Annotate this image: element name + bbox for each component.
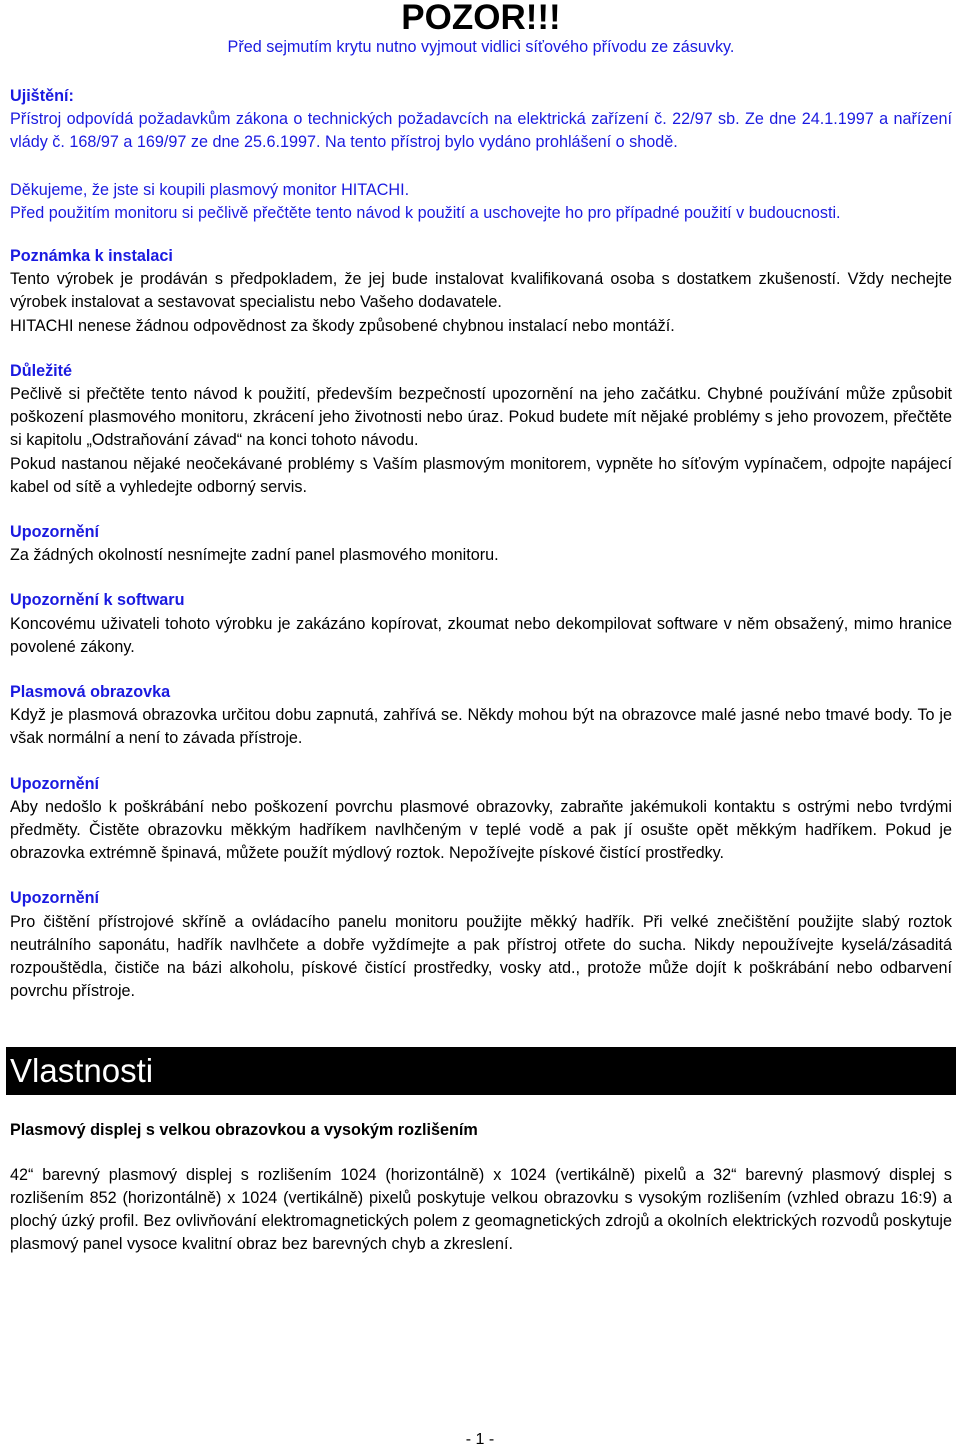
section-paragraph: Za žádných okolností nesnímejte zadní panel plasmového monitoru. [10,546,499,565]
usage-advice: Před použitím monitoru si pečlivě přečtěte tento návod k použití a uschovejte ho pro případné použití v budoucnosti. [10,203,841,222]
section-heading: Upozornění [10,889,100,908]
section-screen-cleaning [10,773,952,866]
section-paragraph: Koncovému uživateli tohoto výrobku je zakázáno kopírovat, zkoumat nebo dekompilovat software v něm obsažený, mimo hranice povolené zákony. [10,614,952,656]
section-heading: Poznámka k instalaci [10,247,173,266]
findings-block [10,85,952,155]
section-software [10,589,952,659]
section-paragraph: HITACHI nenese žádnou odpovědnost za škody způsobené chybnou instalací nebo montáží. [10,316,675,335]
section-important [10,360,952,499]
section-paragraph: Pokud nastanou nějaké neočekávané problémy s Vaším plasmovým monitorem, vypněte ho síťovým vypínačem, odpojte napájecí kabel od sítě a vyhledejte odborný servis. [10,454,952,496]
warning-subtitle: Před sejmutím krytu nutno vyjmout vidlici síťového přívodu ze zásuvky. [227,38,735,56]
section-paragraph: Když je plasmová obrazovka určitou dobu zapnutá, zahřívá se. Někdy mohou být na obrazovce malé jasné nebo tmavé body. To je však normální a není to závada přístroje. [10,706,952,748]
section-paragraph: Pro čištění přístrojové skříně a ovládacího panelu monitoru použijte měkký hadřík. Při velké znečištění použijte slabý roztok neutrálního saponátu, hadřík navlhčete a dobře vyždímejte a pak přístroj otřete do sucha. Nikdy nepoužívejte kyselá/zásaditá rozpouštědla, čističe na bázi alkoholu, pískové čistící prostředky, vosky atd., protože může dojít k poškrábání nebo odbarvení povrchu přístroje. [10,912,952,1001]
section-heading: Upozornění [10,523,100,542]
thanks-block [10,179,952,225]
thanks-line: Děkujeme, že jste si koupili plasmový monitor HITACHI. [10,180,410,199]
features-banner: Vlastnosti [6,1047,956,1095]
section-heading: Důležité [10,361,73,380]
features-paragraph: 42“ barevný plasmový displej s rozlišením 1024 (horizontálně) x 1024 (vertikálně) pixelů a 32“ barevný plasmový displej s rozlišením 852 (horizontálně) x 1024 (vertikálně) pixelů poskytuje velkou obrazovku s vysokým rozlišením (vzhled obrazu 16:9) a plochý úzký profil. Bez ovlivňování elektromagnetických polem z geomagnetických zdrojů a okolních elektrických rozvodů poskytuje plasmový panel vysoce kvalitní obraz bez barevných chyb a zkreslení. [10,1165,952,1254]
features-heading: Plasmový displej s velkou obrazovkou a vysokým rozlišením [10,1120,478,1139]
document-page [10,0,952,1257]
findings-text: Přístroj odpovídá požadavkům zákona o technických požadavcích na elektrická zařízení č. 22/97 sb. Ze dne 24.1.1997 a nařízení vlády č. 168/97 a 169/97 ze dne 25.6.1997. Na tento přístroj bylo vydáno prohlášení o shodě. [10,110,952,152]
findings-heading: Ujištění: [10,87,74,105]
section-installation [10,245,952,338]
section-heading: Plasmová obrazovka [10,683,171,702]
section-heading: Upozornění k softwaru [10,591,185,610]
section-heading: Upozornění [10,774,100,793]
page-title: POZOR!!! [401,0,561,37]
section-paragraph: Pečlivě si přečtěte tento návod k použití, především bezpečností upozornění na jeho začátku. Chybné používání může způsobit poškození plasmového monitoru, zkrácení jeho životnosti nebo úraz. Pokud budete mít nějaké problémy s jeho provozem, přečtěte si kapitolu „Odstraňování závad“ na konci tohoto návodu. [10,385,952,450]
section-plasma-screen [10,681,952,751]
section-warning-panel [10,521,952,567]
page-number: - 1 - [465,1431,495,1448]
section-paragraph: Aby nedošlo k poškrábání nebo poškození povrchu plasmové obrazovky, zabraňte jakémukoli kontaktu s ostrými nebo tvrdými předměty. Čistěte obrazovku měkkým hadříkem navlhčeným v teplé vodě a pak jí osušte opět měkkým hadříkem. Pokud je obrazovka extrémně špinavá, můžete použít mýdlový roztok. Nepožívejte pískové čistící prostředky. [10,797,952,863]
section-paragraph: Tento výrobek je prodáván s předpokladem, že jej bude instalovat kvalifikovaná osoba s dostatkem zkušeností. Vždy nechejte výrobek instalovat a sestavovat specialistu nebo Vašeho dodavatele. [10,270,952,312]
section-cabinet-cleaning [10,887,952,1003]
